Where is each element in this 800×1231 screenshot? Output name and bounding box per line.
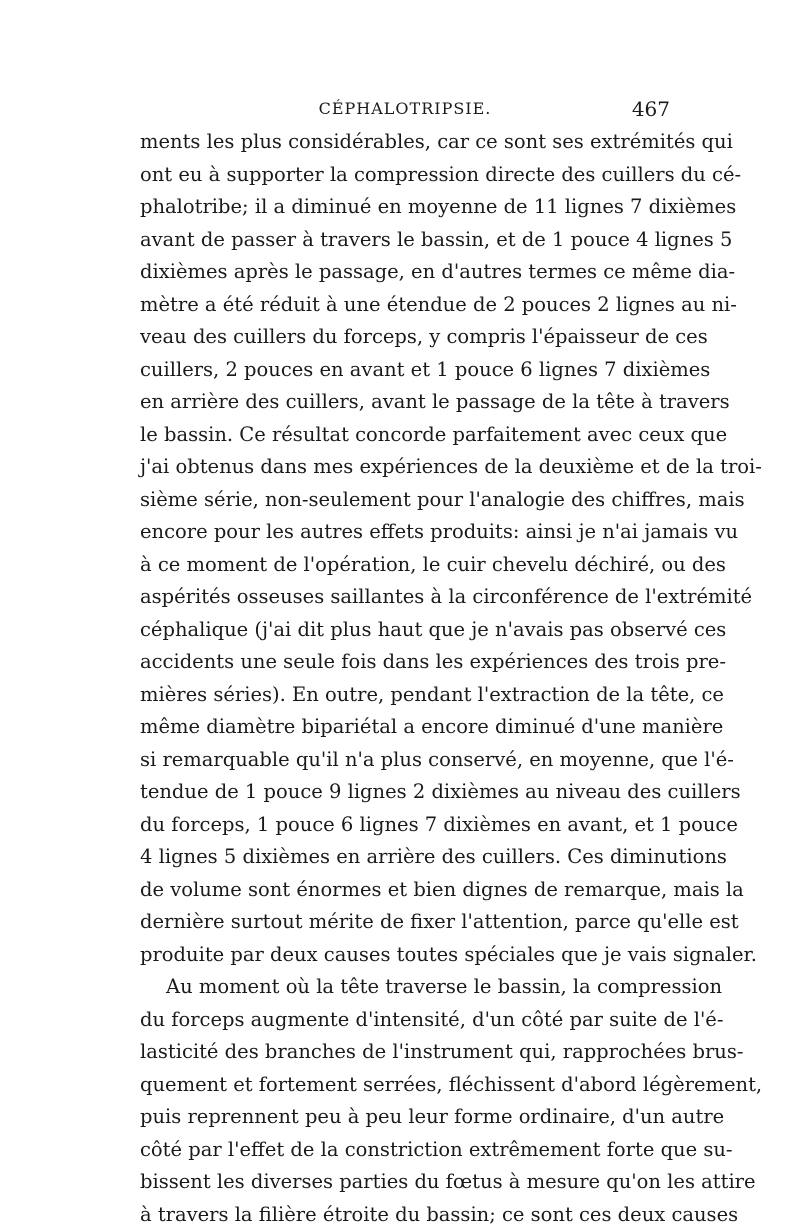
page-header <box>140 97 670 121</box>
text-line: de volume sont énormes et bien dignes de remarque, mais la <box>140 874 668 907</box>
text-line: veau des cuillers du forceps, y compris l'épaisseur de ces <box>140 321 668 354</box>
text-line: même diamètre bipariétal a encore diminué d'une manière <box>140 711 668 744</box>
text-line: phalotribe; il a diminué en moyenne de 11 lignes 7 dixièmes <box>140 191 668 224</box>
page-number: 467 <box>632 97 670 121</box>
text-line: côté par l'effet de la constriction extrêmement forte que su- <box>140 1134 668 1167</box>
text-line: j'ai obtenus dans mes expériences de la deuxième et de la troi- <box>140 451 668 484</box>
text-line: ont eu à supporter la compression directe des cuillers du cé- <box>140 159 668 192</box>
text-line: du forceps augmente d'intensité, d'un côté par suite de l'é- <box>140 1004 668 1037</box>
text-line: ments les plus considérables, car ce sont ses extrémités qui <box>140 126 668 159</box>
text-line: si remarquable qu'il n'a plus conservé, en moyenne, que l'é- <box>140 744 668 777</box>
text-line: cuillers, 2 pouces en avant et 1 pouce 6 lignes 7 dixièmes <box>140 354 668 387</box>
text-line: lasticité des branches de l'instrument qui, rapprochées brus- <box>140 1036 668 1069</box>
body-text <box>140 126 668 1231</box>
text-line: dernière surtout mérite de fixer l'attention, parce qu'elle est <box>140 906 668 939</box>
text-line: en arrière des cuillers, avant le passage de la tête à travers <box>140 386 668 419</box>
text-line: aspérités osseuses saillantes à la circonférence de l'extrémité <box>140 581 668 614</box>
text-line: mètre a été réduit à une étendue de 2 pouces 2 lignes au ni- <box>140 289 668 322</box>
text-line: dixièmes après le passage, en d'autres termes ce même dia- <box>140 256 668 289</box>
running-title: CÉPHALOTRIPSIE. <box>140 99 670 118</box>
text-line: accidents une seule fois dans les expériences des trois pre- <box>140 646 668 679</box>
text-line: puis reprennent peu à peu leur forme ordinaire, d'un autre <box>140 1101 668 1134</box>
text-line: mières séries). En outre, pendant l'extraction de la tête, ce <box>140 679 668 712</box>
text-line: céphalique (j'ai dit plus haut que je n'avais pas observé ces <box>140 614 668 647</box>
text-line: quement et fortement serrées, fléchissent d'abord légèrement, <box>140 1069 668 1102</box>
text-line: sième série, non-seulement pour l'analogie des chiffres, mais <box>140 484 668 517</box>
text-line: bissent les diverses parties du fœtus à mesure qu'on les attire <box>140 1166 668 1199</box>
text-line: le bassin. Ce résultat concorde parfaitement avec ceux que <box>140 419 668 452</box>
text-line: à ce moment de l'opération, le cuir chevelu déchiré, ou des <box>140 549 668 582</box>
paragraph-first-line: Au moment où la tête traverse le bassin, la compression <box>140 971 668 1004</box>
text-line: du forceps, 1 pouce 6 lignes 7 dixièmes en avant, et 1 pouce <box>140 809 668 842</box>
text-line: encore pour les autres effets produits: ainsi je n'ai jamais vu <box>140 516 668 549</box>
text-line: 4 lignes 5 dixièmes en arrière des cuillers. Ces diminutions <box>140 841 668 874</box>
text-line: avant de passer à travers le bassin, et de 1 pouce 4 lignes 5 <box>140 224 668 257</box>
text-line: tendue de 1 pouce 9 lignes 2 dixièmes au niveau des cuillers <box>140 776 668 809</box>
text-line: produite par deux causes toutes spéciales que je vais signaler. <box>140 939 668 972</box>
text-line: à travers la filière étroite du bassin; ce sont ces deux causes <box>140 1199 668 1231</box>
